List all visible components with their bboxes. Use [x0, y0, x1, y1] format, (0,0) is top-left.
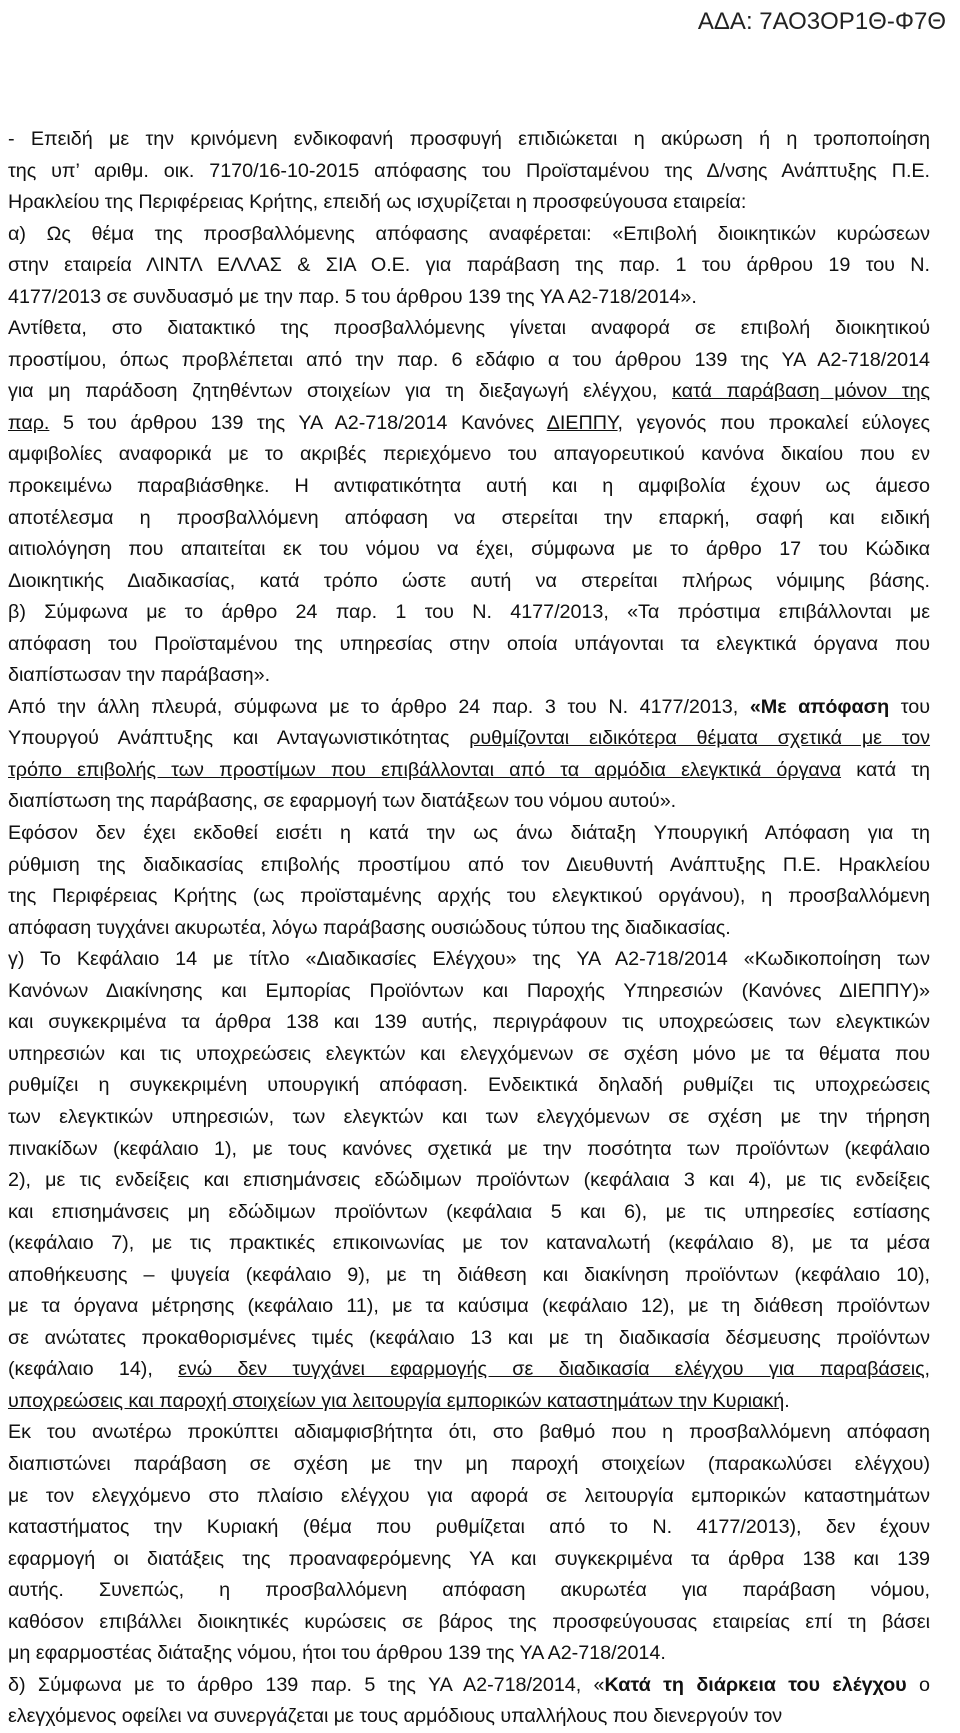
- text-segment: (κεφάλαιο 14),: [8, 1358, 179, 1381]
- text-segment: εφαρμογή οι διατάξεις της προαναφερόμενης ΥΑ και συγκεκριμένα τα άρθρα 138 και 139: [8, 1547, 930, 1570]
- text-line: [8, 503, 930, 535]
- text-line: [8, 313, 930, 345]
- text-segment: Ηρακλείου της Περιφέρειας Κρήτης, επειδή ως ισχυρίζεται η προσφεύγουσα εταιρεία:: [8, 191, 747, 214]
- text-line: [8, 1354, 930, 1386]
- text-line: [8, 1323, 930, 1355]
- text-segment: διαπίστωση της παράβασης, σε εφαρμογή των διατάξεων του νόμου αυτού».: [8, 790, 677, 813]
- underlined-text: υποχρεώσεις και παροχή στοιχείων για λειτουργία εμπορικών καταστημάτων την Κυριακή: [8, 1389, 785, 1412]
- text-line: [8, 723, 930, 755]
- text-segment: .: [784, 1389, 790, 1412]
- text-segment: στην εταιρεία ΛΙΝΤΛ ΕΛΛΑΣ & ΣΙΑ Ο.Ε. για παράβαση της παρ. 1 του άρθρου 19 του Ν.: [8, 254, 930, 277]
- text-segment: και συγκεκριμένα τα άρθρα 138 και 139 αυτής, περιγράφουν τις υποχρεώσεις των ελεγκτικών: [8, 1011, 930, 1034]
- text-line: [8, 219, 930, 251]
- text-line: [8, 1449, 930, 1481]
- document-body: [8, 124, 930, 1733]
- text-line: [8, 1670, 930, 1702]
- text-line: [8, 786, 930, 818]
- text-line: [8, 818, 930, 850]
- text-line: [8, 1607, 930, 1639]
- text-segment: της υπ’ αριθμ. οικ. 7170/16-10-2015 απόφασης του Προϊσταμένου της Δ/νσης Ανάπτυξης Π.Ε.: [8, 159, 930, 182]
- text-line: [8, 156, 930, 188]
- underlined-text: ΔΙΕΠΠΥ: [546, 411, 618, 434]
- underlined-text: παρ.: [8, 411, 50, 434]
- text-segment: α) Ως θέμα της προσβαλλόμενης απόφασης αναφέρεται: «Επιβολή διοικητικών κυρώσεων: [8, 222, 930, 245]
- text-line: [8, 660, 930, 692]
- text-segment: αποθήκευσης – ψυγεία (κεφάλαιο 9), με τη διάθεση και διακίνηση προϊόντων (κεφάλαιο 10),: [8, 1263, 930, 1286]
- text-segment: Εφόσον δεν έχει εκδοθεί εισέτι η κατά την ως άνω διάταξη Υπουργική Απόφαση για τη: [8, 822, 930, 845]
- text-segment: Αντίθετα, στο διατακτικό της προσβαλλόμενης γίνεται αναφορά σε επιβολή διοικητικού: [8, 317, 930, 340]
- text-segment: διαπίστωσαν την παράβαση».: [8, 664, 271, 687]
- text-segment: για μη παράδοση ζητηθέντων στοιχείων για τη διεξαγωγή ελέγχου,: [8, 380, 672, 403]
- text-line: [8, 1070, 930, 1102]
- underlined-text: τρόπο επιβολής των προστίμων που επιβάλλονται από τα αρμόδια ελεγκτικά όργανα: [8, 758, 842, 781]
- text-segment: 5 του άρθρου 139 της ΥΑ Α2-718/2014 Κανόνες: [49, 411, 547, 434]
- text-line: [8, 471, 930, 503]
- text-segment: 4177/2013 σε συνδυασμό με την παρ. 5 του άρθρου 139 της ΥΑ Α2-718/2014».: [8, 285, 697, 308]
- text-segment: πινακίδων (κεφάλαιο 1), με τους κανόνες σχετικά με την ποσότητα των προϊόντων (κεφάλαιο: [8, 1137, 930, 1160]
- underlined-text: ρυθμίζονται ειδικότερα θέματα σχετικά με τον: [469, 727, 931, 750]
- text-segment: προστίμου, όπως προβλέπεται από την παρ. 6 εδάφιο α του άρθρου 139 της ΥΑ Α2-718/2014: [8, 348, 930, 371]
- text-line: [8, 692, 930, 724]
- text-segment: Κανόνων Διακίνησης και Εμπορίας Προϊόντων και Παροχής Υπηρεσιών (Κανόνες ΔΙΕΠΠΥ)»: [8, 979, 930, 1002]
- text-segment: και επισημάνσεις μη εδώδιμων προϊόντων (κεφάλαια 5 και 6), με τις υπηρεσίες εστίασης: [8, 1200, 930, 1223]
- text-line: [8, 1481, 930, 1513]
- text-segment: γ) Το Κεφάλαιο 14 με τίτλο «Διαδικασίες Ελέγχου» της ΥΑ Α2-718/2014 «Κωδικοποίηση των: [8, 948, 930, 971]
- ada-code: ΑΔΑ: 7ΑΟ3ΟΡ1Θ-Φ7Θ: [697, 8, 946, 35]
- text-line: [8, 1701, 930, 1733]
- text-line: [8, 944, 930, 976]
- text-segment: Υπουργού Ανάπτυξης και Ανταγωνιστικότητας: [8, 727, 470, 750]
- text-segment: Από την άλλη πλευρά, σύμφωνα με το άρθρο 24 παρ. 3 του Ν. 4177/2013,: [8, 695, 750, 718]
- text-segment: (κεφάλαιο 7), με τις πρακτικές επικοινωνίας με τον καταναλωτή (κεφάλαιο 8), με τα μέσα: [8, 1232, 930, 1255]
- text-segment: του: [889, 695, 930, 718]
- text-line: [8, 1386, 930, 1418]
- text-line: [8, 881, 930, 913]
- text-segment: αμφιβολίες αναφορικά με το ακριβές περιεχόμενο του απαγορευτικού κανόνα δικαίου που εν: [8, 443, 930, 466]
- text-line: [8, 1544, 930, 1576]
- text-line: [8, 124, 930, 156]
- underlined-text: ενώ δεν τυγχάνει εφαρμογής σε διαδικασία ελέγχου για παραβάσεις,: [178, 1358, 931, 1381]
- text-line: [8, 1039, 930, 1071]
- text-line: [8, 1638, 930, 1670]
- text-line: [8, 1197, 930, 1229]
- text-segment: αποτέλεσμα η προσβαλλόμενη απόφαση να στερείται την επαρκή, σαφή και ειδική: [8, 506, 930, 529]
- text-line: [8, 1102, 930, 1134]
- text-line: [8, 1512, 930, 1544]
- text-line: [8, 1260, 930, 1292]
- text-line: [8, 1134, 930, 1166]
- text-line: [8, 755, 930, 787]
- text-segment: καταστήματος την Κυριακή (θέμα που ρυθμίζεται από το Ν. 4177/2013), δεν έχουν: [8, 1516, 930, 1539]
- text-segment: καθόσον επιβάλλει διοικητικές κυρώσεις σε βάρος της προσφεύγουσας εταιρείας επί τη βάσει: [8, 1610, 930, 1633]
- text-segment: κατά τη: [841, 758, 931, 781]
- text-line: [8, 376, 930, 408]
- text-line: [8, 534, 930, 566]
- text-line: [8, 1575, 930, 1607]
- text-segment: 2), με τις ενδείξεις και επισημάνσεις εδώδιμων προϊόντων (κεφάλαια 3 και 4), με τις ενδείξεις: [8, 1169, 930, 1192]
- text-segment: προκειμένω παραβιάσθηκε. Η αντιφατικότητα αυτή και η αμφιβολία έχουν ως άμεσο: [8, 475, 930, 498]
- text-line: [8, 1228, 930, 1260]
- text-line: [8, 408, 930, 440]
- text-segment: απόφαση του Προϊσταμένου της υπηρεσίας στην οποία υπάγονται τα ελεγκτικά όργανα που: [8, 632, 930, 655]
- text-segment: της Περιφέρειας Κρήτης (ως προϊσταμένης αρχής του ελεγκτικού οργάνου), η προσβαλλόμενη: [8, 885, 930, 908]
- text-segment: σε ανώτατες προκαθορισμένες τιμές (κεφάλαιο 13 και με τη διαδικασία δέσμευσης προϊόντων: [8, 1326, 930, 1349]
- text-line: [8, 850, 930, 882]
- text-segment: β) Σύμφωνα με το άρθρο 24 παρ. 1 του Ν. 4177/2013, «Τα πρόστιμα επιβάλλονται με: [8, 601, 930, 624]
- text-line: [8, 282, 930, 314]
- text-line: [8, 913, 930, 945]
- text-line: [8, 597, 930, 629]
- text-segment: , γεγονός που προκαλεί εύλογες: [617, 411, 930, 434]
- bold-text: «Με απόφαση: [749, 695, 890, 718]
- text-segment: των ελεγκτικών υπηρεσιών, των ελεγκτών και των ελεγχόμενων σε σχέση με την τήρηση: [8, 1105, 930, 1128]
- bold-text: Κατά τη διάρκεια του ελέγχου: [604, 1673, 907, 1696]
- text-segment: ο: [906, 1673, 930, 1696]
- text-segment: - Επειδή με την κρινόμενη ενδικοφανή προσφυγή επιδιώκεται η ακύρωση ή η τροποποίηση: [8, 128, 930, 150]
- text-line: [8, 345, 930, 377]
- text-segment: αιτιολόγηση που απαιτείται εκ του νόμου να έχει, σύμφωνα με το άρθρο 17 του Κώδικα: [8, 538, 930, 561]
- text-segment: ρυθμίζει η συγκεκριμένη υπουργική απόφαση. Ενδεικτικά δηλαδή ρυθμίζει τις υποχρεώσεις: [8, 1074, 930, 1097]
- text-segment: διαπιστώνει παράβαση σε σχέση με την μη παροχή στοιχείων (παρακωλύσει ελέγχου): [8, 1452, 930, 1475]
- text-line: [8, 1165, 930, 1197]
- text-line: [8, 976, 930, 1008]
- text-segment: απόφαση τυγχάνει ακυρωτέα, λόγω παράβασης ουσιώδους τύπου της διαδικασίας.: [8, 916, 731, 939]
- text-segment: αυτής. Συνεπώς, η προσβαλλόμενη απόφαση ακυρωτέα για παράβαση νόμου,: [8, 1579, 930, 1602]
- text-line: [8, 566, 930, 598]
- text-segment: με τον ελεγχόμενο στο πλαίσιο ελέγχου για αφορά σε λειτουργία εμπορικών καταστημάτων: [8, 1484, 930, 1507]
- text-line: [8, 1417, 930, 1449]
- text-line: [8, 1291, 930, 1323]
- text-line: [8, 439, 930, 471]
- text-segment: υπηρεσιών και τις υποχρεώσεις ελεγκτών και ελεγχόμενων σε σχέση μόνο με τα θέματα που: [8, 1042, 930, 1065]
- text-line: [8, 250, 930, 282]
- text-segment: Εκ του ανωτέρω προκύπτει αδιαμφισβήτητα ότι, στο βαθμό που η προσβαλλόμενη απόφαση: [8, 1421, 930, 1444]
- text-line: [8, 629, 930, 661]
- text-segment: ελεγχόμενος οφείλει να συνεργάζεται με τους αρμόδιους υπαλλήλους που διενεργούν τον: [8, 1705, 783, 1728]
- text-segment: δ) Σύμφωνα με το άρθρο 139 παρ. 5 της ΥΑ Α2-718/2014, «: [8, 1673, 605, 1696]
- text-line: [8, 187, 930, 219]
- text-segment: ρύθμιση της διαδικασίας επιβολής προστίμου από τον Διευθυντή Ανάπτυξης Π.Ε. Ηρακλείου: [8, 853, 930, 876]
- underlined-text: κατά παράβαση μόνον της: [671, 380, 930, 403]
- text-segment: Διοικητικής Διαδικασίας, κατά τρόπο ώστε αυτή να στερείται πλήρως νόμιμης βάσης.: [8, 569, 930, 592]
- text-segment: με τα όργανα μέτρησης (κεφάλαιο 11), με τα καύσιμα (κεφάλαιο 12), με τη διάθεση προϊόντων: [8, 1295, 930, 1318]
- text-line: [8, 1007, 930, 1039]
- text-segment: μη εφαρμοστέας διάταξης νόμου, ήτοι του άρθρου 139 της ΥΑ Α2-718/2014.: [8, 1642, 666, 1665]
